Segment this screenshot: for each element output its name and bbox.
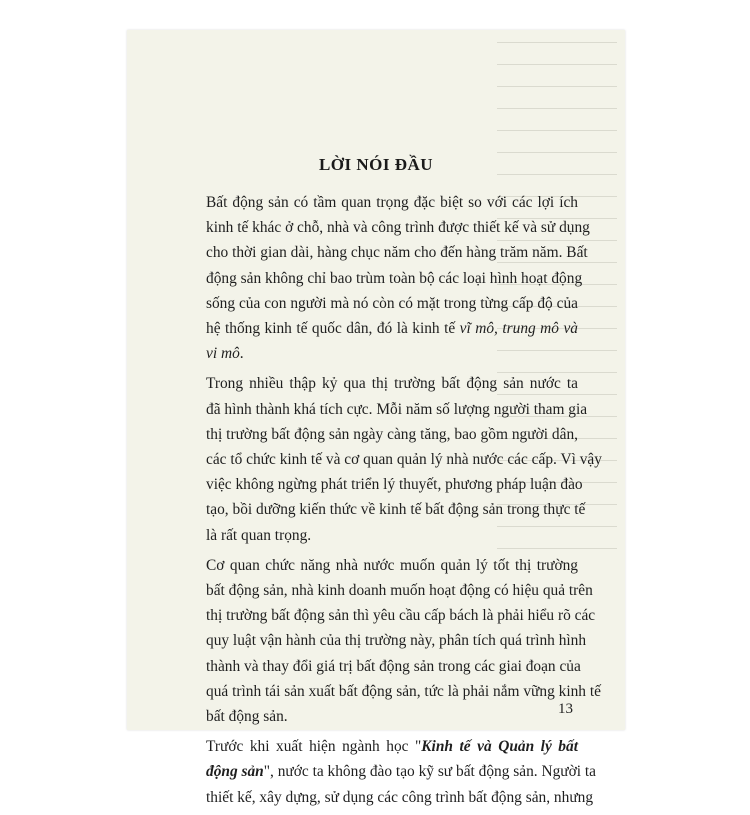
text-line xyxy=(174,759,597,784)
text-line xyxy=(174,341,578,366)
page-title: LỜI NÓI ĐẦU xyxy=(318,155,434,174)
book-page xyxy=(127,30,625,806)
text-line: việc không ngừng phát triển lý thuyết, phương pháp luận đào xyxy=(206,476,583,494)
text-line: bất động sản. xyxy=(206,708,288,726)
text-line: thành và thay đổi giá trị bất động sản trong các giai đoạn của xyxy=(206,657,581,675)
text-line: tạo, bồi dưỡng kiến thức về kinh tế bất động sản trong thực tế xyxy=(206,501,586,519)
text-line: kinh tế khác ở chỗ, nhà và công trình được thiết kế và sử dụng xyxy=(206,219,590,237)
text-line: quy luật vận hành của thị trường này, phân tích quá trình hình xyxy=(206,632,587,650)
text-line: là rất quan trọng. xyxy=(206,526,312,544)
text-line: thị trường bất động sản ngày càng tăng, bao gồm người dân, xyxy=(206,425,578,443)
paragraph-2 xyxy=(174,371,602,547)
text-line: bất động sản, nhà kinh doanh muốn hoạt động có hiệu quả trên xyxy=(206,582,593,600)
text-line: các tổ chức kinh tế và cơ quan quản lý nhà nước các cấp. Vì vậy xyxy=(206,451,602,469)
text-line: quá trình tái sản xuất bất động sản, tức là phải nắm vững kinh tế xyxy=(206,682,601,700)
text-line: thiết kế, xây dựng, sử dụng các công trình bất động sản, nhưng xyxy=(206,788,594,806)
bold-italic-run: động sản xyxy=(206,763,264,781)
text-run: ", nước ta không đào tạo kỹ sư bất động sản. Người ta xyxy=(263,763,597,781)
text-run: hệ thống kinh tế quốc dân, đó là kinh tế xyxy=(206,320,456,338)
text-line: cho thời gian dài, hàng chục năm cho đến hàng trăm năm. Bất xyxy=(206,244,588,262)
text-line xyxy=(174,316,578,341)
text-run: . xyxy=(239,345,244,363)
text-line: động sản không chỉ bao trùm toàn bộ các loại hình hoạt động xyxy=(206,269,583,287)
text-line: Bất động sản có tầm quan trọng đặc biệt so với các lợi ích xyxy=(206,194,578,211)
text-line: đã hình thành khá tích cực. Mỗi năm số lượng người tham gia xyxy=(206,400,588,418)
bold-italic-run: Kinh tế và Quản lý bất xyxy=(421,738,578,756)
text-line: Trong nhiều thập kỷ qua thị trường bất động sản nước ta xyxy=(206,375,578,393)
paragraph-4 xyxy=(174,734,597,810)
italic-run: vĩ mô, trung mô và xyxy=(459,320,578,338)
page-number: 13 xyxy=(558,701,573,717)
text-run: Trước khi xuất hiện ngành học " xyxy=(206,738,422,756)
paragraph-3 xyxy=(174,553,601,729)
text-line xyxy=(174,734,578,759)
italic-run: vi mô xyxy=(206,345,240,363)
body-text xyxy=(174,190,602,815)
text-line: sống của con người mà nó còn có mặt trong từng cấp độ của xyxy=(206,294,578,312)
text-line: thị trường bất động sản thì yêu cầu cấp bách là phải hiểu rõ các xyxy=(206,607,596,625)
paragraph-1 xyxy=(174,190,590,366)
text-line: Cơ quan chức năng nhà nước muốn quản lý tốt thị trường xyxy=(206,556,578,574)
